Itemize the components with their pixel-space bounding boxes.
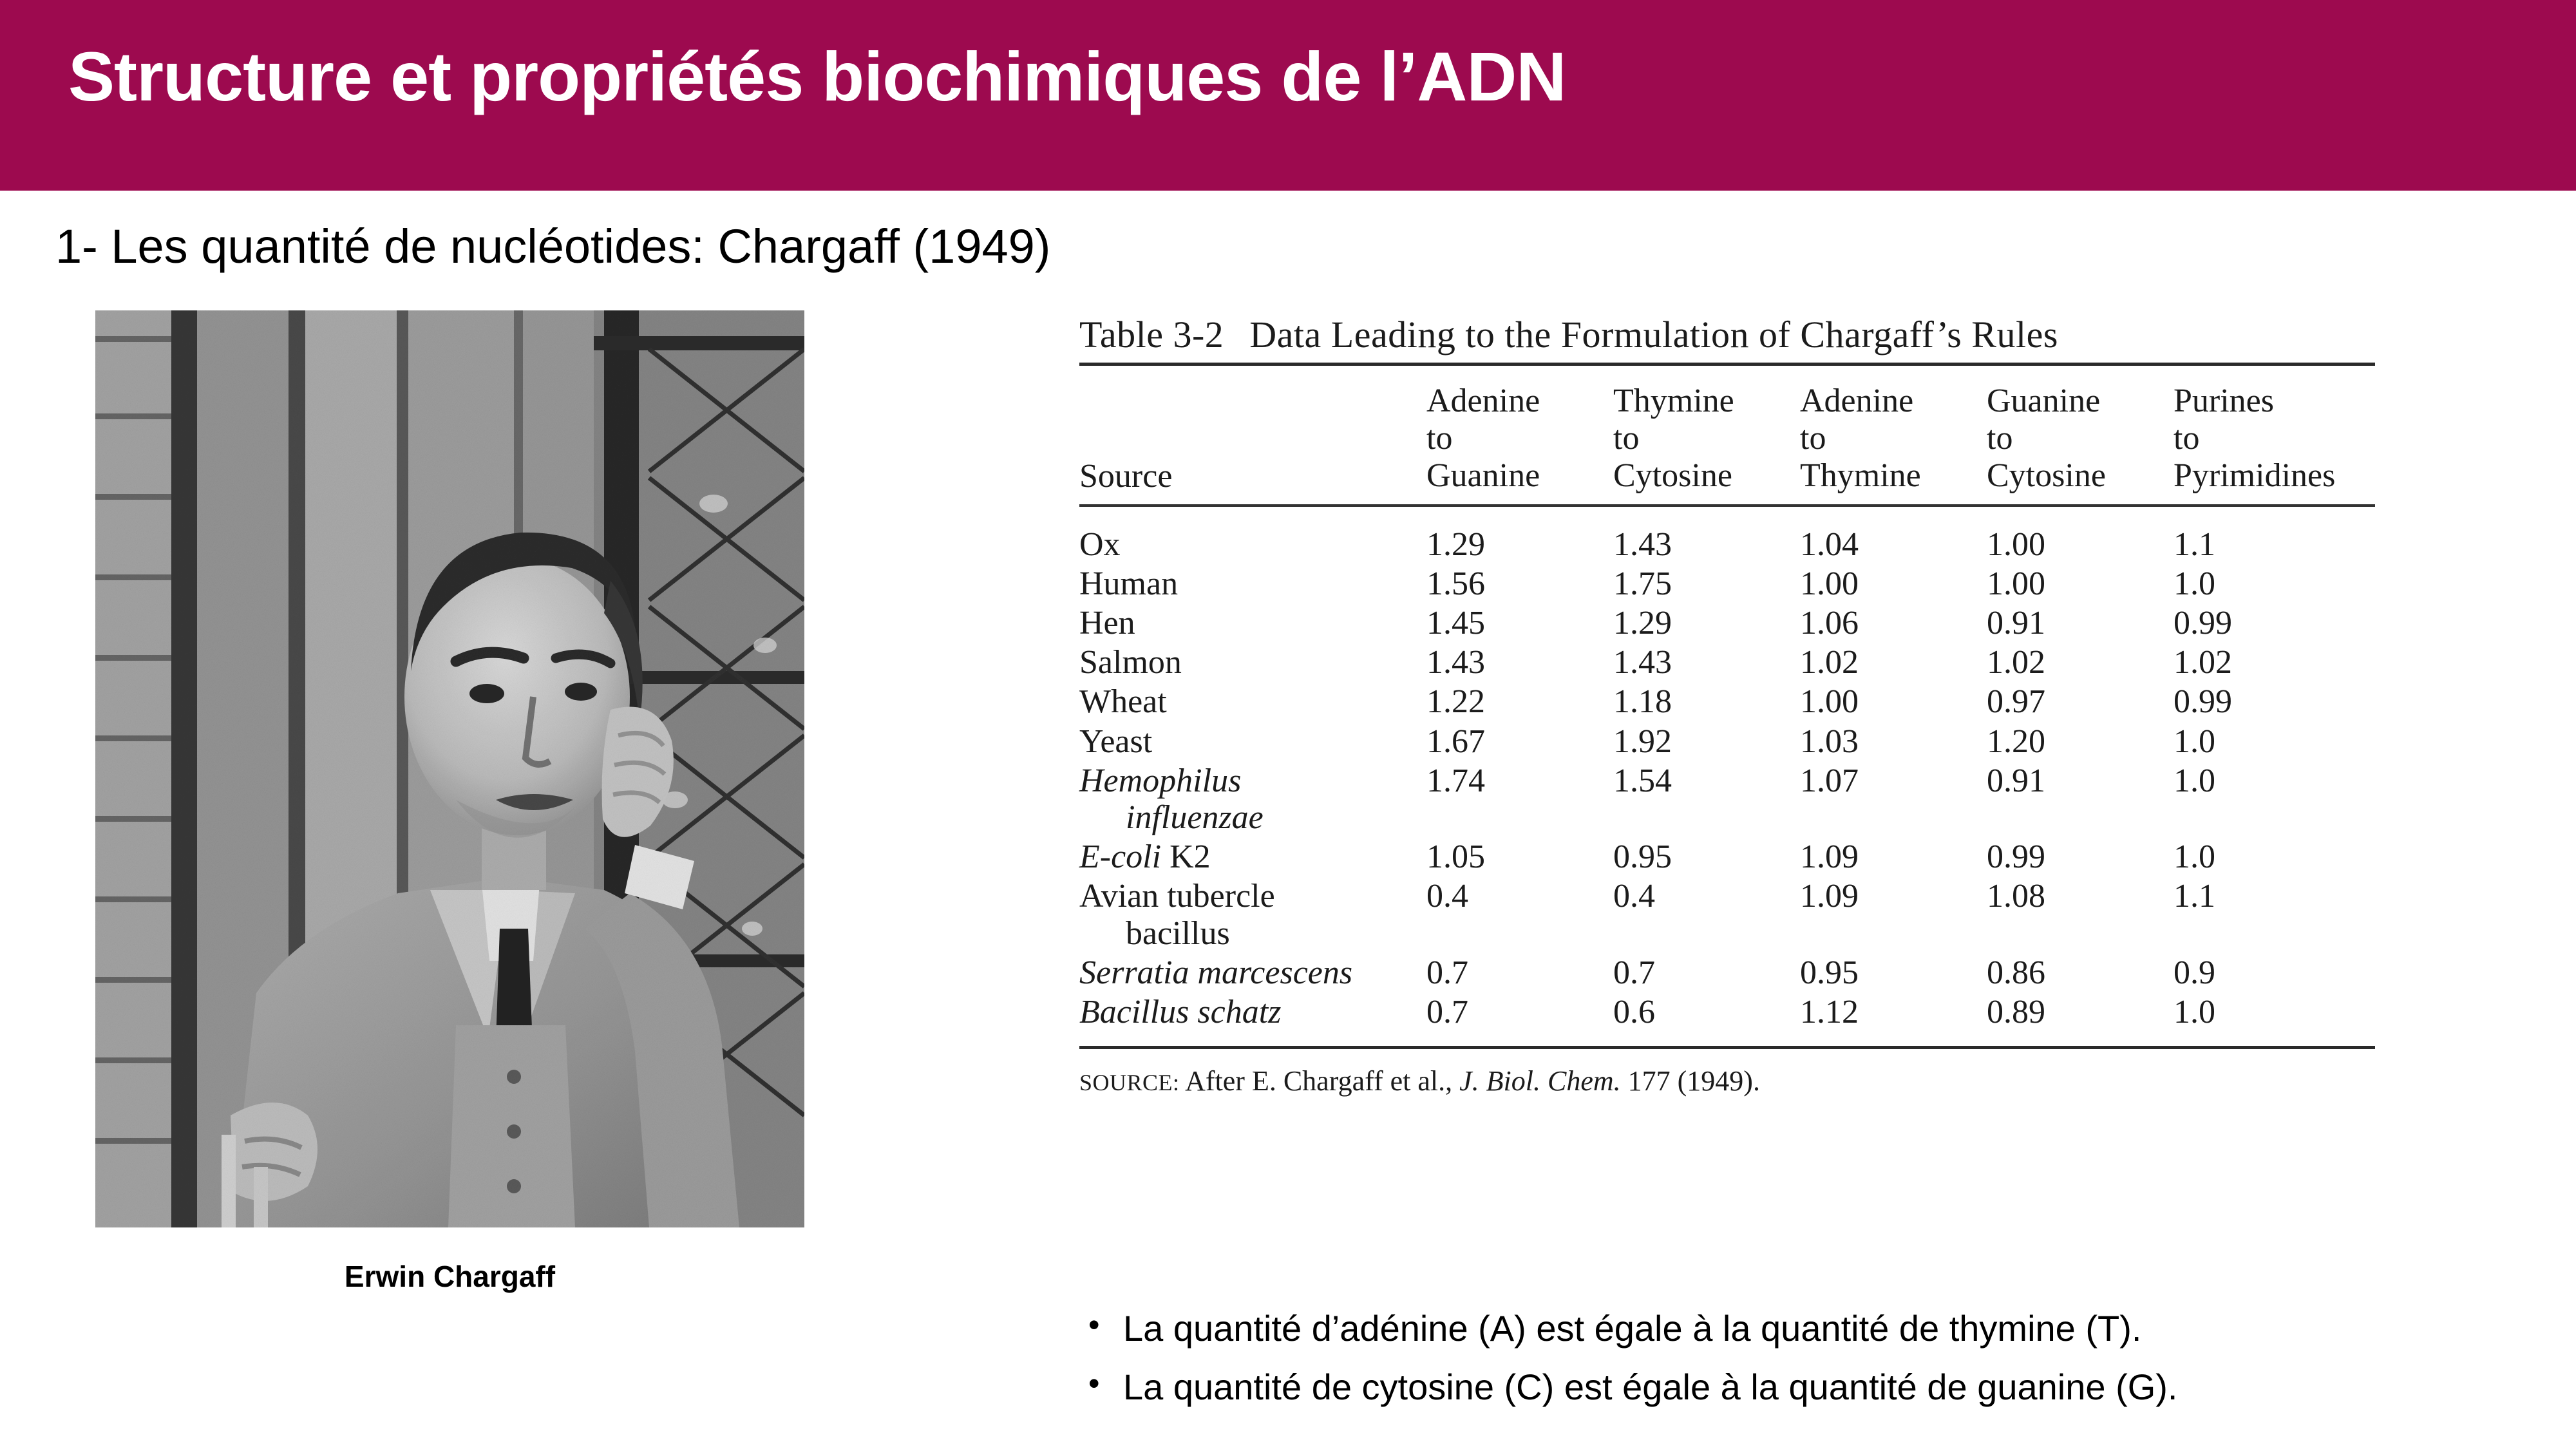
column-header-line1: Adenine	[1800, 383, 1914, 419]
row-value: 1.06	[1800, 605, 1859, 642]
row-value: 0.9	[2174, 954, 2215, 991]
table-row	[1079, 994, 2375, 1030]
portrait-photo-graphic	[95, 310, 804, 1227]
row-value: 1.02	[1800, 644, 1859, 681]
row-source-strain: K2	[1161, 838, 1211, 876]
row-source-genus: E-coli	[1079, 838, 1162, 876]
list-item-label: La quantité d’adénine (A) est égale à la quantité de thymine (T).	[1123, 1308, 2142, 1349]
row-value: 1.00	[1800, 683, 1859, 721]
column-header-source: Source	[1079, 457, 1173, 495]
row-value: 1.09	[1800, 878, 1859, 915]
table-header-row	[1079, 366, 2375, 504]
row-source	[1079, 762, 1426, 836]
row-value: 1.92	[1613, 723, 1672, 760]
row-value: 1.00	[1987, 526, 2045, 563]
slide-title-bar	[0, 0, 2576, 191]
bullet-dot-icon: •	[1088, 1307, 1100, 1343]
source-note-text: After E. Chargaff et al.,	[1185, 1065, 1453, 1097]
row-value: 1.29	[1426, 526, 1485, 563]
column-header-line1: Thymine	[1613, 383, 1734, 419]
row-source	[1079, 878, 1426, 951]
row-value: 1.07	[1800, 762, 1859, 799]
table-title-text: Data Leading to the Formulation of Chargaff’s Rules	[1249, 314, 2058, 355]
source-note-journal: J. Biol. Chem.	[1459, 1065, 1621, 1097]
table-row	[1079, 605, 2375, 641]
row-value: 1.04	[1800, 526, 1859, 563]
table-row	[1079, 644, 2375, 681]
column-header-t-to-c	[1613, 383, 1800, 495]
row-value: 0.4	[1426, 878, 1468, 915]
row-value: 1.09	[1800, 838, 1859, 876]
bullet-dot-icon: •	[1088, 1365, 1100, 1401]
row-value: 1.00	[1800, 565, 1859, 602]
row-value: 1.0	[2174, 565, 2215, 602]
row-source: Wheat	[1079, 683, 1167, 721]
column-header-line1: Purines	[2174, 383, 2274, 419]
table-row	[1079, 565, 2375, 602]
row-source: Hen	[1079, 605, 1135, 642]
source-note-tail: 177 (1949).	[1627, 1065, 1760, 1097]
row-source: Bacillus schatz	[1079, 993, 1282, 1030]
column-header-line3: Cytosine	[1987, 457, 2106, 495]
column-header-line1: Guanine	[1987, 383, 2101, 419]
row-value: 1.18	[1613, 683, 1672, 721]
row-value: 1.0	[2174, 723, 2215, 760]
row-value: 1.67	[1426, 723, 1485, 760]
row-value: 1.03	[1800, 723, 1859, 760]
column-header-a-to-t	[1800, 383, 1987, 495]
row-value: 1.0	[2174, 762, 2215, 799]
row-value: 0.97	[1987, 683, 2045, 721]
chargaff-rules-list	[1088, 1307, 2505, 1425]
row-source: Yeast	[1079, 723, 1153, 760]
row-value: 0.7	[1426, 954, 1468, 991]
page-title: Structure et propriétés biochimiques de l’ADN	[68, 37, 1566, 115]
row-value: 1.0	[2174, 838, 2215, 876]
row-value: 1.05	[1426, 838, 1485, 876]
row-value: 1.45	[1426, 605, 1485, 642]
row-value: 1.29	[1613, 605, 1672, 642]
table-title-line	[1079, 313, 2375, 363]
row-value: 0.4	[1613, 878, 1655, 915]
source-note-label: SOURCE:	[1079, 1070, 1180, 1096]
row-value: 1.02	[2174, 644, 2232, 681]
row-value: 0.91	[1987, 605, 2045, 642]
table-row	[1079, 954, 2375, 991]
chargaff-table-figure	[1079, 313, 2375, 1097]
row-source-line2: bacillus	[1126, 914, 1230, 952]
row-source	[1079, 838, 1426, 875]
row-value: 0.95	[1800, 954, 1859, 991]
list-item-label: La quantité de cytosine (C) est égale à la quantité de guanine (G).	[1123, 1367, 2178, 1407]
row-value: 1.1	[2174, 878, 2215, 915]
column-header-line1: Adenine	[1426, 383, 1540, 419]
section-heading: 1- Les quantité de nucléotides: Chargaff (1949)	[55, 220, 1051, 273]
column-header-line3: Pyrimidines	[2174, 457, 2336, 495]
row-value: 1.74	[1426, 762, 1485, 799]
table-row	[1079, 683, 2375, 720]
row-value: 0.89	[1987, 993, 2045, 1030]
row-source: Ox	[1079, 526, 1121, 563]
row-value: 1.1	[2174, 526, 2215, 563]
row-source-line1: Avian tubercle	[1079, 878, 1275, 915]
row-value: 1.22	[1426, 683, 1485, 721]
row-value: 0.99	[2174, 683, 2232, 721]
row-value: 0.99	[2174, 605, 2232, 642]
column-header-line3: Thymine	[1800, 457, 1921, 495]
row-value: 1.12	[1800, 993, 1859, 1030]
row-source-line2: influenzae	[1126, 799, 1264, 837]
row-value: 1.43	[1426, 644, 1485, 681]
column-header-pur-to-pyr	[2174, 383, 2335, 495]
column-header-g-to-c	[1987, 383, 2174, 495]
column-header-line2: to	[2174, 420, 2200, 457]
table-row	[1079, 878, 2375, 951]
row-value: 1.0	[2174, 993, 2215, 1030]
table-body	[1079, 507, 2375, 1046]
row-value: 1.54	[1613, 762, 1672, 799]
list-item	[1088, 1307, 2505, 1349]
row-value: 0.7	[1426, 993, 1468, 1030]
column-header-line2: to	[1613, 420, 1640, 457]
column-header-line3: Cytosine	[1613, 457, 1732, 495]
table-row	[1079, 526, 2375, 563]
row-value: 0.99	[1987, 838, 2045, 876]
column-header-a-to-g	[1426, 383, 1613, 495]
list-item	[1088, 1366, 2505, 1408]
row-value: 1.75	[1613, 565, 1672, 602]
row-value: 1.43	[1613, 644, 1672, 681]
row-source-line1: Hemophilus	[1079, 762, 1242, 799]
column-header-line2: to	[1426, 420, 1453, 457]
row-value: 1.43	[1613, 526, 1672, 563]
row-source: Human	[1079, 565, 1179, 602]
erwin-chargaff-photo	[95, 310, 804, 1227]
table-source-note	[1079, 1049, 2375, 1097]
row-value: 0.95	[1613, 838, 1672, 876]
column-header-line2: to	[1800, 420, 1826, 457]
row-value: 1.08	[1987, 878, 2045, 915]
row-value: 0.6	[1613, 993, 1655, 1030]
row-source: Serratia marcescens	[1079, 954, 1353, 991]
row-value: 0.86	[1987, 954, 2045, 991]
row-value: 1.20	[1987, 723, 2045, 760]
table-row	[1079, 723, 2375, 760]
row-value: 0.91	[1987, 762, 2045, 799]
column-header-line2: to	[1987, 420, 2013, 457]
photo-caption: Erwin Chargaff	[344, 1260, 556, 1293]
row-value: 0.7	[1613, 954, 1655, 991]
row-value: 1.56	[1426, 565, 1485, 602]
table-label: Table 3-2	[1079, 314, 1224, 355]
column-header-line3: Guanine	[1426, 457, 1540, 495]
row-value: 1.00	[1987, 565, 2045, 602]
table-row	[1079, 762, 2375, 836]
table-row	[1079, 838, 2375, 875]
row-source: Salmon	[1079, 644, 1182, 681]
row-value: 1.02	[1987, 644, 2045, 681]
